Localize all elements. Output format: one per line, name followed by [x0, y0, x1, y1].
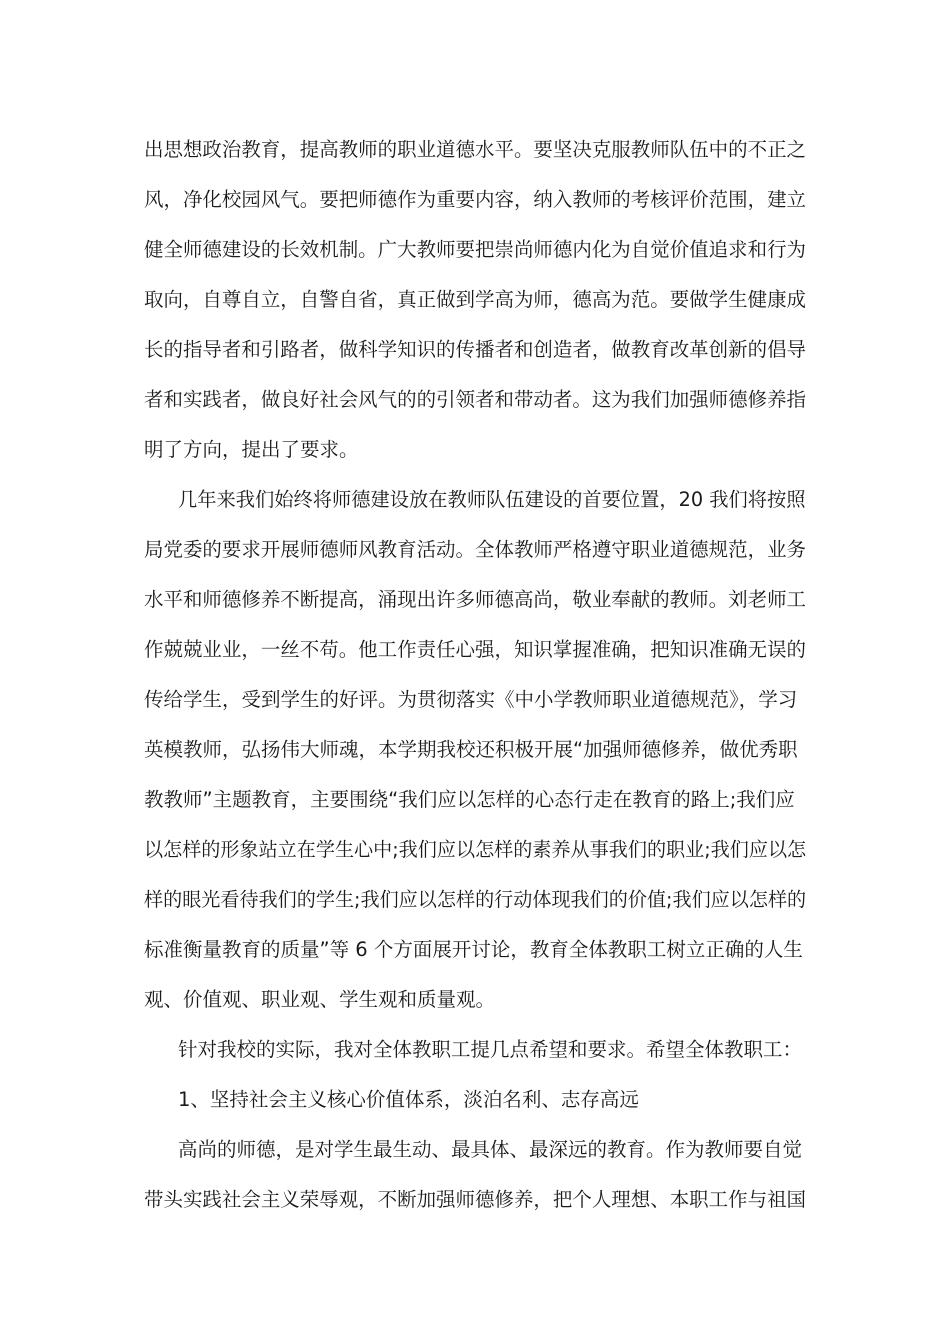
section-heading-1: 1、坚持社会主义核心价值体系，淡泊名利、志存高远: [178, 1088, 639, 1111]
paragraph-2-line-7: 教教师”主题教育，主要围绕“我们应以怎样的心态行走在教育的路上;我们应: [144, 788, 795, 811]
paragraph-5-line-2: 带头实践社会主义荣辱观，不断加强师德修养，把个人理想、本职工作与祖国: [144, 1188, 807, 1211]
paragraph-2-line-3: 水平和师德修养不断提高，涌现出许多师德高尚，敬业奉献的教师。刘老师工: [144, 588, 807, 611]
paragraph-2-line-6: 英模教师，弘扬伟大师魂，本学期我校还积极开展“加强师德修养，做优秀职: [144, 738, 798, 761]
paragraph-1-line-1: 出思想政治教育，提高教师的职业道德水平。要坚决克服教师队伍中的不正之: [144, 138, 807, 161]
paragraph-2-line-9: 样的眼光看待我们的学生;我们应以怎样的行动体现我们的价值;我们应以怎样的: [144, 888, 807, 911]
paragraph-2-line-4: 作兢兢业业，一丝不苟。他工作责任心强，知识掌握准确，把知识准确无误的: [144, 638, 807, 661]
paragraph-2-line-5: 传给学生，受到学生的好评。为贯彻落实《中小学教师职业道德规范》，学习: [144, 688, 798, 711]
paragraph-2-line-8: 以怎样的形象站立在学生心中;我们应以怎样的素养从事我们的职业;我们应以怎: [144, 838, 807, 861]
paragraph-1-line-3: 健全师德建设的长效机制。广大教师要把崇尚师德内化为自觉价值追求和行为: [144, 238, 807, 261]
paragraph-1-line-4: 取向，自尊自立，自警自省，真正做到学高为师，德高为范。要做学生健康成: [144, 288, 807, 311]
paragraph-1-line-7: 明了方向，提出了要求。: [144, 438, 359, 461]
paragraph-5-line-1: 高尚的师德，是对学生最生动、最具体、最深远的教育。作为教师要自觉: [178, 1138, 803, 1161]
paragraph-1-line-2: 风，净化校园风气。要把师德作为重要内容，纳入教师的考核评价范围，建立: [144, 188, 807, 211]
paragraph-1-line-5: 长的指导者和引路者，做科学知识的传播者和创造者，做教育改革创新的倡导: [144, 338, 807, 361]
paragraph-1-line-6: 者和实践者，做良好社会风气的的引领者和带动者。这为我们加强师德修养指: [144, 388, 807, 411]
paragraph-2-line-10: 标准衡量教育的质量”等 6 个方面展开讨论，教育全体教职工树立正确的人生: [144, 938, 803, 961]
paragraph-2-line-1: 几年来我们始终将师德建设放在教师队伍建设的首要位置，20 我们将按照: [178, 488, 806, 511]
paragraph-2-line-11: 观、价值观、职业观、学生观和质量观。: [144, 988, 496, 1011]
paragraph-2-line-2: 局党委的要求开展师德师风教育活动。全体教师严格遵守职业道德规范，业务: [144, 538, 807, 561]
paragraph-3-line-1: 针对我校的实际，我对全体教职工提几点希望和要求。希望全体教职工：: [178, 1038, 803, 1061]
